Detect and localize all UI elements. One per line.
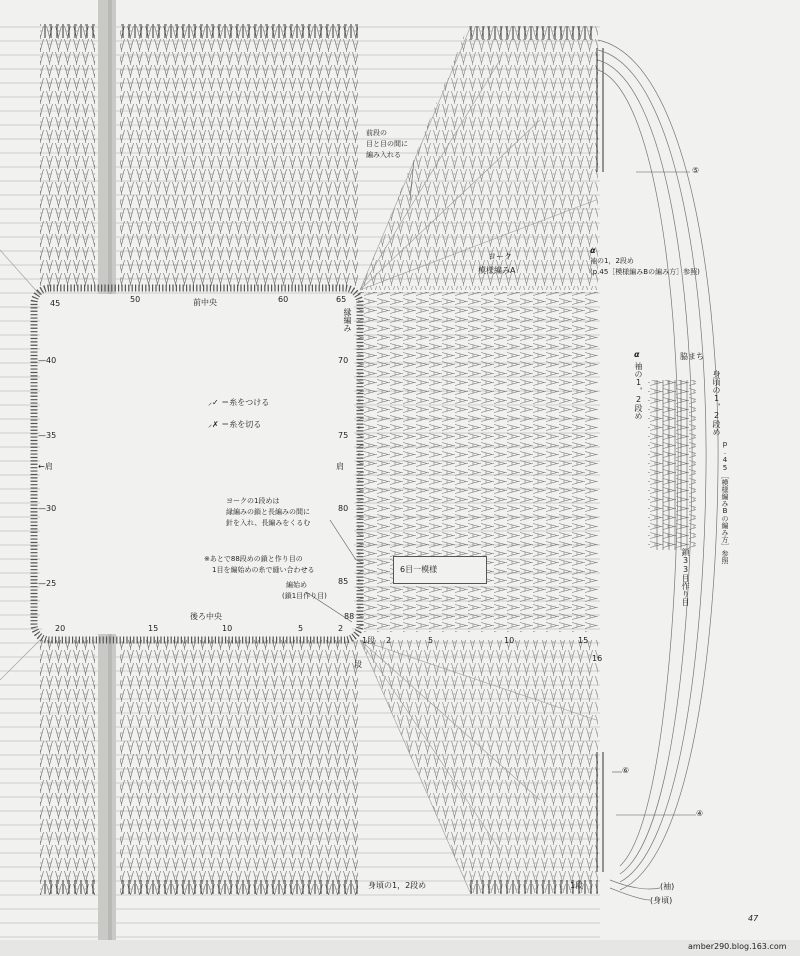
row-number: —35 — [38, 431, 57, 440]
yoke-count: 10 — [504, 636, 515, 645]
row-number: 45 — [50, 299, 61, 308]
yoke-count: 2 — [386, 636, 392, 645]
start-chain-label: (鎖1目作り目) — [282, 592, 327, 600]
row-number: —40 — [38, 356, 57, 365]
back-center-label: 後ろ中央 — [190, 612, 222, 621]
sleeve-rows-label: 袖の1，2段め — [590, 257, 634, 265]
left-strip-top — [40, 24, 95, 286]
cut-yarn-text: ＝糸を切る — [221, 420, 262, 429]
row-number: 50 — [130, 295, 141, 304]
row-number: —25 — [38, 579, 57, 588]
body-rows-vertical: 身頃の1，2段め — [712, 370, 721, 436]
page-number: 47 — [748, 914, 759, 923]
back-panel — [120, 640, 358, 895]
page-footer-strip — [0, 940, 800, 956]
left-strip-bottom-ticks — [40, 880, 95, 894]
sleeve-edge-bottom — [594, 752, 608, 872]
body-rows-bottom-label: 身頃の1，2段め — [368, 881, 427, 890]
back-panel-ticks — [120, 880, 358, 894]
attach-yarn-icon: ⸝✓ — [208, 398, 219, 407]
prev-row-note-2: 目と目の間に — [366, 140, 408, 148]
body-yarn-label: (身頃) — [650, 896, 673, 905]
circled-5: ⑤ — [692, 166, 700, 175]
row1-bottom-label: 1段 — [570, 881, 584, 890]
row-number: 60 — [278, 295, 289, 304]
watermark: amber290.blog.163.com — [688, 942, 787, 951]
yoke-count: 16 — [592, 654, 603, 663]
prev-row-note-3: 編み入れる — [366, 151, 401, 159]
pattern-repeat-box: 6目一模様 — [393, 556, 487, 584]
yoke-note-2: 縁編みの鎖と長編みの間に — [226, 508, 310, 516]
left-strip-bottom — [40, 640, 95, 895]
row-number: 10 — [222, 624, 233, 633]
front-panel-ticks — [120, 24, 358, 38]
yoke-count: 15 — [578, 636, 589, 645]
sew-note-1: ※あとで88段めの鎖と作り目の — [204, 555, 303, 563]
yoke-count: 5 — [428, 636, 434, 645]
body-ref-vertical: p.45［模様編みBの編み方］参照 — [721, 440, 729, 564]
alpha2-label: α — [634, 350, 640, 359]
shoulder-left-label: ←肩 — [38, 462, 53, 471]
left-strip-top-ticks — [40, 24, 95, 38]
chain-33-label: 鎖33目作り目 — [681, 548, 690, 606]
attach-yarn-text: ＝糸をつける — [221, 398, 270, 407]
underarm-gusset-ticks — [654, 380, 690, 550]
row-number: 65 — [336, 295, 347, 304]
row-label: 段 — [354, 660, 362, 669]
sleeve-ref-label: (p.45［模様編みBの編み方］参照) — [590, 268, 700, 276]
yoke-note-1: ヨークの1段めは — [226, 497, 280, 505]
row-number: 85 — [338, 577, 349, 586]
front-panel — [120, 24, 358, 286]
row-number: 80 — [338, 504, 349, 513]
sew-note-2: 1目を編始めの糸で縫い合わせる — [212, 566, 315, 574]
sleeve-fan-top-ticks — [468, 26, 596, 40]
row-number: 15 — [148, 624, 159, 633]
yoke-count: 1段 — [362, 636, 376, 645]
prev-row-note-1: 前段の — [366, 129, 387, 137]
cut-yarn-icon: ⸝✗ — [208, 420, 219, 429]
sleeve-yarn-label: (袖) — [660, 882, 675, 891]
row-number: 2 — [338, 624, 344, 633]
yoke-note-3: 針を入れ、長編みをくるむ — [226, 519, 311, 527]
sleeve-edge-top — [594, 48, 608, 172]
row-number: 75 — [338, 431, 349, 440]
circled-6: ⑥ — [622, 766, 630, 775]
shoulder-right-label: 肩 — [336, 462, 344, 471]
underarm-label: 脇まち — [680, 352, 704, 361]
attach-yarn-legend — [208, 398, 269, 408]
circled-4: ④ — [696, 809, 704, 818]
front-center-label: 前中央 — [193, 298, 217, 307]
start-label: 編始め — [286, 581, 307, 589]
sleeve-rows-vertical: 袖の1，2段め — [634, 362, 643, 420]
sleeve-alpha-label: α — [590, 246, 596, 255]
edge-stitch-label: 縁編み — [343, 308, 352, 332]
row-number: 70 — [338, 356, 349, 365]
row-number: 20 — [55, 624, 66, 633]
row-number: 5 — [298, 624, 304, 633]
pattern-a-label: 模様編みA — [478, 266, 516, 275]
yoke-label: ヨーク — [488, 252, 512, 261]
cut-yarn-legend — [208, 420, 261, 430]
row-number: —30 — [38, 504, 57, 513]
row-number: 88 — [344, 612, 355, 621]
